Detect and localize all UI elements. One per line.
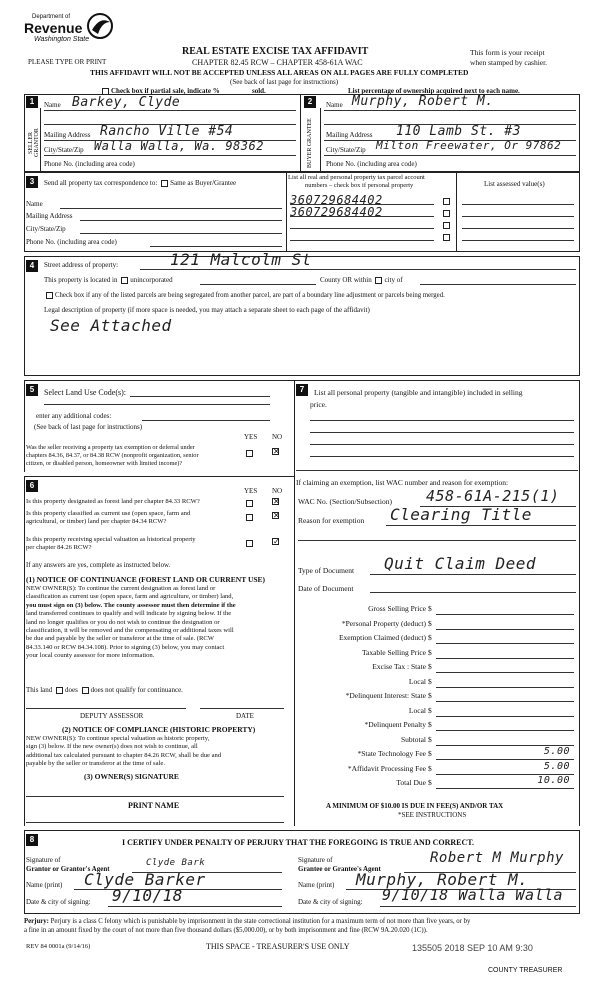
sig1-label-a: Signature of xyxy=(26,856,61,864)
fee-row xyxy=(300,706,576,718)
s5-q1: Was the seller receiving a property tax exemption or deferral under chapters 84.36, 84.37, or 84.38 RCW (nonprofit organization, senior citizen, or disabled person, homeowner with limited income)? xyxy=(26,444,199,467)
deputy-assessor: DEPUTY ASSESSOR xyxy=(80,712,144,720)
fee-dollar: $ xyxy=(428,604,432,613)
grantor-date[interactable]: 9/10/18 xyxy=(112,886,183,905)
segregate-checkbox[interactable] xyxy=(46,292,53,299)
parcel-1-personal-checkbox[interactable] xyxy=(443,198,450,205)
seller-name[interactable]: Barkey, Clyde xyxy=(72,95,181,110)
buyer-city[interactable]: Milton Freewater, Or 97862 xyxy=(376,139,562,152)
s6-yes: YES xyxy=(244,487,258,495)
fee-dollar: $ xyxy=(428,676,432,686)
if-yes: If any answers are yes, complete as instructed below. xyxy=(26,562,171,569)
percentage-note: List percentage of ownership acquired next to each name. xyxy=(348,87,520,95)
fee-label: Local xyxy=(408,676,426,686)
divider xyxy=(320,108,321,172)
seller-city-label: City/State/Zip xyxy=(44,146,84,154)
cashier-stamp: 135505 2018 SEP 10 AM 9:30 xyxy=(412,943,533,953)
county-treasurer: COUNTY TREASURER xyxy=(488,967,563,974)
seller-phone-label: Phone No. (including area code) xyxy=(44,160,135,168)
section-5-number: 5 xyxy=(26,384,38,396)
seller-side-label: SELLER GRANTOR xyxy=(28,128,40,158)
fee-row xyxy=(300,735,576,747)
fee-row xyxy=(300,662,576,674)
fee-row xyxy=(300,633,576,645)
print-name-label: PRINT NAME xyxy=(128,801,180,810)
seller-mail[interactable]: Rancho Ville #54 xyxy=(100,124,234,139)
s5-q1-no-checkbox[interactable]: ✕ xyxy=(273,446,280,456)
s3-phone-label: Phone No. (including area code) xyxy=(26,238,117,246)
send-label: Send all property tax correspondence to: Same as Buyer/Grantee xyxy=(44,179,237,187)
s6-q3: Is this property receiving special valuation as historical property per chapter 84.26 RCW? xyxy=(26,536,196,551)
seller-mail-label: Mailing Address xyxy=(44,131,91,139)
buyer-mail[interactable]: 110 Lamb St. #3 xyxy=(396,124,521,139)
sig1-label-b: Grantor or Grantor's Agent xyxy=(26,865,110,873)
fee-label: Total Due xyxy=(396,778,426,787)
does-checkbox[interactable] xyxy=(56,687,63,694)
fee-row xyxy=(300,775,576,790)
state-text: Washington State xyxy=(34,36,90,43)
fee-label: Taxable Selling Price xyxy=(361,647,426,657)
type-or-print: PLEASE TYPE OR PRINT xyxy=(28,58,107,66)
legal-desc-label: Legal description of property (if more space is needed, you may attach a separate sheet to each page of the affidavit) xyxy=(44,306,370,314)
see-instructions: *SEE INSTRUCTIONS xyxy=(398,811,467,819)
parcel-header-1: List all real and personal property tax parcel account xyxy=(288,174,425,181)
fee-label: Gross Selling Price xyxy=(368,604,426,613)
section-8-number: 8 xyxy=(26,834,38,846)
section-7-number: 7 xyxy=(296,384,308,396)
s5-yes: YES xyxy=(244,433,258,441)
unincorporated-checkbox[interactable] xyxy=(121,277,128,284)
s5-see-back: (See back of last page for instructions) xyxy=(34,423,143,431)
sig2-label-b: Grantee or Grantee's Agent xyxy=(298,865,381,873)
s6-q2-no-checkbox[interactable]: ✕ xyxy=(273,510,280,520)
fee-dollar: $ xyxy=(428,647,432,657)
fee-value[interactable]: 5.00 xyxy=(543,760,570,772)
s6-q1-no-checkbox[interactable]: ✕ xyxy=(273,496,280,506)
parcel-4-personal-checkbox[interactable] xyxy=(443,234,450,241)
fee-dollar: $ xyxy=(428,691,432,700)
street-address[interactable]: 121 Malcolm St xyxy=(170,250,312,269)
fee-dollar: $ xyxy=(428,633,432,642)
city-checkbox[interactable] xyxy=(375,277,382,284)
s5-no: NO xyxy=(272,433,283,441)
parcel-1[interactable]: 360729684402 xyxy=(290,193,383,207)
fee-row xyxy=(300,760,576,776)
fee-label: Local xyxy=(408,705,426,715)
fee-row xyxy=(300,691,576,703)
date1-label: Date & city of signing: xyxy=(26,898,91,906)
section-1-number: 1 xyxy=(26,96,38,108)
buyer-mail-label: Mailing Address xyxy=(326,131,373,139)
grantee-name[interactable]: Murphy, Robert M. xyxy=(356,870,529,889)
nocomp-text: NEW OWNER(S): To continue special valuation as historic property, sign (3) below. If the new owner(s) does not wish to continue, all additional tax calculated pursuant to chapter 84.26 RCW, shall be due and payable by the seller or transferor at the time of sale. xyxy=(26,735,222,768)
fee-label: *Delinquent Penalty xyxy=(364,720,426,729)
fee-value[interactable]: 10.00 xyxy=(537,775,570,786)
fee-dollar: $ xyxy=(428,705,432,715)
rev-number: REV 84 0001a (9/14/16) xyxy=(26,943,91,950)
noc-title: (1) NOTICE OF CONTINUANCE (FOREST LAND OR CURRENT USE) xyxy=(26,575,266,584)
perjury-line-1: Perjury: Perjury is a class C felony which is punishable by imprisonment in the state correctional institution for a maximum term of not more than five years, or by xyxy=(24,918,471,925)
fee-dollar: $ xyxy=(428,720,432,729)
s6-q1-yes-checkbox[interactable] xyxy=(246,500,253,507)
s5-q1-yes-checkbox[interactable] xyxy=(246,450,253,457)
doc-type-label: Type of Document xyxy=(298,566,355,575)
fee-row xyxy=(300,720,576,732)
s3-mail-label: Mailing Address xyxy=(26,212,73,220)
fee-dollar: $ xyxy=(428,662,432,671)
additional-codes: enter any additional codes: xyxy=(36,412,112,420)
divider xyxy=(40,108,41,172)
located-in: This property is located in unincorporated xyxy=(44,276,173,284)
form-title: REAL ESTATE EXCISE TAX AFFIDAVIT xyxy=(182,46,369,57)
s6-no: NO xyxy=(272,487,283,495)
see-back: (See back of last page for instructions) xyxy=(230,78,339,86)
wac-number[interactable]: 458-61A-215(1) xyxy=(426,487,560,505)
fee-label: *State Technology Fee xyxy=(357,749,426,758)
land-use-label: Select Land Use Code(s): xyxy=(44,388,126,397)
sig2-label-a: Signature of xyxy=(298,856,333,864)
certify-text: I CERTIFY UNDER PENALTY OF PERJURY THAT THE FOREGOING IS TRUE AND CORRECT. xyxy=(122,838,475,847)
fee-label: Excise Tax : State xyxy=(372,662,426,671)
fee-label: Exemption Claimed (deduct) xyxy=(338,633,426,642)
buyer-name[interactable]: Murphy, Robert M. xyxy=(352,94,494,109)
nocomp-title: (2) NOTICE OF COMPLIANCE (HISTORIC PROPERTY) xyxy=(62,725,256,734)
partial-sale: Check box if partial sale, indicate % xyxy=(100,87,220,95)
revenue-logo-text: Revenue xyxy=(24,20,83,36)
fee-label: *Affidavit Processing Fee xyxy=(347,763,426,773)
seller-city[interactable]: Walla Walla, Wa. 98362 xyxy=(94,139,264,153)
parcel-2-personal-checkbox[interactable] xyxy=(443,210,450,217)
chapters: CHAPTER 82.45 RCW – CHAPTER 458-61A WAC xyxy=(192,58,363,67)
divider xyxy=(300,94,301,172)
price-label: price. xyxy=(310,400,327,409)
claiming-exemption: If claiming an exemption, list WAC number and reason for exemption: xyxy=(296,478,509,487)
fee-row xyxy=(300,677,576,689)
name2-label: Name (print) xyxy=(298,881,335,889)
perjury-line-2: a fine in an amount fixed by the court of not more than five thousand dollars ($5,000.00), or by both imprisonment and fine (RCW 9A.20.020 (1C)). xyxy=(24,927,428,934)
dept-of: Department of xyxy=(32,14,71,20)
s3-city-label: City/State/Zip xyxy=(26,225,66,233)
date2-label: Date & city of signing: xyxy=(298,898,363,906)
fee-label: *Personal Property (deduct) xyxy=(341,618,426,628)
assessed-header: List assessed value(s) xyxy=(484,180,545,188)
assessor-date: DATE xyxy=(236,712,254,720)
noc-text: NEW OWNER(S): To continue the current designation as forest land or classification as current use (open space, farm and agriculture, or timber) land, you must sign on (3) below. The county assessor must then determine if the land transferred continues to qualify and will indicate by signing below. If the land no longer qualifies or you do not wish to continue the designation or classification, it will be removed and the compensating or additional taxes will be due and payable by the seller or transferor at the time of sale. (RCW 84.33.140 or RCW 84.34.108). Prior to signing (3) below, you may contact your local county assessor for more information. xyxy=(26,585,236,660)
fee-dollar: $ xyxy=(428,763,432,773)
seller-name-label: Name xyxy=(44,101,61,109)
reason-label: Reason for exemption xyxy=(298,516,365,525)
grantee-signature[interactable]: Robert M Murphy xyxy=(430,850,564,866)
section-6-number: 6 xyxy=(26,480,38,492)
s6-q1: Is this property designated as forest land per chapter 84.33 RCW? xyxy=(26,498,200,505)
wac-label: WAC No. (Section/Subsection) xyxy=(298,497,392,506)
personal-property-label: List all personal property (tangible and intangible) included in selling xyxy=(314,388,523,397)
segregate-check: Check box if any of the listed parcels are being segregated from another parcel, are part of a boundary line adjustment or parcels being merged. xyxy=(44,292,445,299)
parcel-2[interactable]: 360729684402 xyxy=(290,205,383,219)
parcel-header-2: numbers – check box if personal property xyxy=(305,182,414,189)
grantor-signature[interactable]: Clyde Bark xyxy=(146,858,206,868)
name1-label: Name (print) xyxy=(26,881,63,889)
minimum-due: A MINIMUM OF $10.00 IS DUE IN FEE(S) AND/OR TAX xyxy=(326,802,504,810)
buyer-city-label: City/State/Zip xyxy=(326,146,366,154)
treasurer-space: THIS SPACE - TREASURER'S USE ONLY xyxy=(206,942,350,951)
fee-row xyxy=(300,604,576,616)
same-as-buyer-checkbox[interactable] xyxy=(161,180,168,187)
buyer-side-label: BUYER GRANTEE xyxy=(307,118,313,168)
divider xyxy=(456,172,457,252)
fee-row xyxy=(300,746,576,761)
receipt-1: This form is your receipt xyxy=(470,48,545,57)
buyer-phone-label: Phone No. (including area code) xyxy=(326,160,417,168)
s6-q2: Is this property classified as current use (open space, farm and agricultural, or timber) land per chapter 84.34 RCW? xyxy=(26,510,191,525)
divider xyxy=(286,172,287,252)
s6-q3-yes-checkbox[interactable] xyxy=(246,540,253,547)
fee-label: *Delinquent Interest: State xyxy=(345,691,426,700)
fee-dollar: $ xyxy=(428,749,432,758)
does-not-checkbox[interactable] xyxy=(82,687,89,694)
street-label: Street address of property: xyxy=(44,261,119,269)
receipt-2: when stamped by cashier. xyxy=(470,58,548,67)
owner-signature-label: (3) OWNER(S) SIGNATURE xyxy=(84,772,179,781)
exemption-reason[interactable]: Clearing Title xyxy=(390,505,532,524)
section-2-number: 2 xyxy=(304,96,316,108)
doc-date-label: Date of Document xyxy=(298,584,354,593)
warning: THIS AFFIDAVIT WILL NOT BE ACCEPTED UNLESS ALL AREAS ON ALL PAGES ARE FULLY COMPLETED xyxy=(90,68,469,77)
fee-dollar: $ xyxy=(428,734,432,744)
s6-q2-yes-checkbox[interactable] xyxy=(246,514,253,521)
s3-name-label: Name xyxy=(26,200,43,208)
fee-value[interactable]: 5.00 xyxy=(543,746,570,757)
fee-row xyxy=(300,619,576,631)
fee-dollar: $ xyxy=(428,618,432,628)
sold-label: sold. xyxy=(252,87,266,95)
grantor-name[interactable]: Clyde Barker xyxy=(84,870,206,889)
fee-row xyxy=(300,648,576,660)
section-4-number: 4 xyxy=(26,260,38,272)
dor-logo-icon xyxy=(86,12,114,40)
section-3-number: 3 xyxy=(26,176,38,188)
grantee-date[interactable]: 9/10/18 Walla Walla xyxy=(382,886,564,904)
parcel-3-personal-checkbox[interactable] xyxy=(443,222,450,229)
fee-label: Subtotal xyxy=(400,734,426,744)
buyer-name-label: Name xyxy=(326,101,343,109)
s6-q3-no-checkbox[interactable]: ✓ xyxy=(273,536,280,546)
fee-dollar: $ xyxy=(428,778,432,787)
county-or: County OR within city of xyxy=(320,276,403,284)
document-type[interactable]: Quit Claim Deed xyxy=(384,554,536,573)
legal-description[interactable]: See Attached xyxy=(50,316,172,335)
this-land: This land does does not qualify for continuance. xyxy=(26,686,183,694)
